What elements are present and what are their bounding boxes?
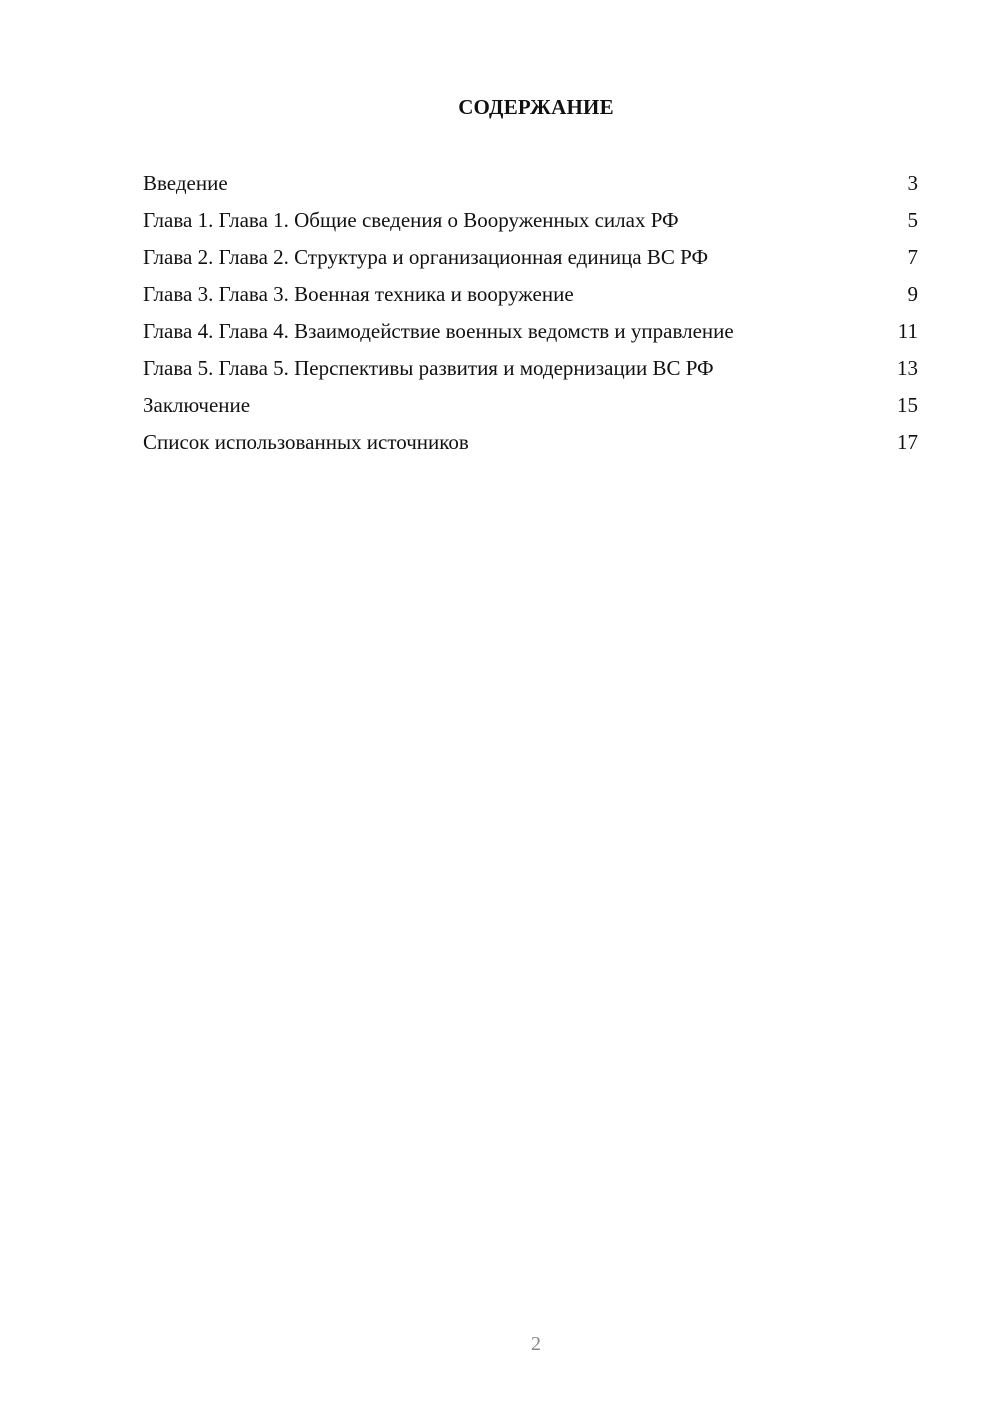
toc-entry-page: 11 [897,319,918,343]
toc-entry-page: 9 [907,282,918,306]
toc-entry-chapter-1 [143,207,918,234]
table-of-contents [143,170,918,466]
toc-entry-conclusion [143,392,918,419]
toc-entry-page: 13 [897,356,918,380]
toc-entry-label: Глава 5. Глава 5. Перспективы развития и модернизации ВС РФ [143,356,714,380]
toc-entry-references [143,429,918,456]
toc-entry-chapter-4 [143,318,918,345]
toc-entry-label: Глава 4. Глава 4. Взаимодействие военных ведомств и управление [143,319,734,343]
toc-entry-chapter-3 [143,281,918,308]
toc-entry-page: 15 [897,393,918,417]
toc-entry-page: 17 [897,430,918,454]
toc-entry-chapter-5 [143,355,918,382]
page-number: 2 [531,1333,541,1355]
toc-entry-page: 7 [907,245,918,269]
toc-entry-label: Глава 2. Глава 2. Структура и организационная единица ВС РФ [143,245,709,269]
toc-entry-label: Заключение [143,393,251,417]
toc-entry-page: 3 [907,171,918,195]
toc-entry-label: Список использованных источников [143,430,469,454]
toc-entry-chapter-2 [143,244,918,271]
toc-entry-label: Глава 1. Глава 1. Общие сведения о Вооруженных силах РФ [143,208,679,232]
toc-entry-label: Введение [143,171,228,195]
toc-entry-label: Глава 3. Глава 3. Военная техника и вооружение [143,282,574,306]
page-title: СОДЕРЖАНИЕ [458,95,614,119]
toc-entry-introduction [143,170,918,197]
toc-entry-page: 5 [907,208,918,232]
